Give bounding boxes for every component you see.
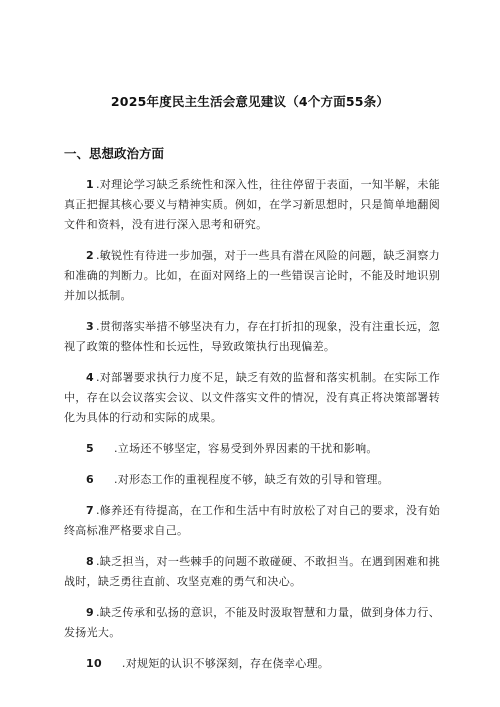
item-text: 缺乏担当，对一些棘手的问题不敢碰硬、不敢担当。在遇到困难和挑战时，缺乏勇往直前、攻坚克难的勇气和决心。 — [64, 555, 440, 588]
item-text: 贯彻落实举措不够坚决有力，存在打折扣的现象，没有注重长远，忽视了政策的整体性和长远性，导致政策执行出现偏差。 — [64, 320, 440, 353]
list-item: 7 .修养还有待提高，在工作和生活中有时放松了对自己的要求，没有始终高标准严格要求自己。 — [64, 504, 440, 537]
item-number: 10 — [86, 657, 102, 670]
list-item: 3 .贯彻落实举措不够坚决有力，存在打折扣的现象，没有注重长远，忽视了政策的整体性和长远性，导致政策执行出现偏差。 — [64, 320, 440, 353]
document-title: 2025年度民主生活会意见建议（4个方面55条） — [110, 94, 390, 109]
item-number: 5 — [86, 442, 94, 455]
item-number: 8 — [86, 555, 94, 568]
item-number: 1 — [86, 178, 94, 191]
item-list — [64, 164, 440, 677]
list-item: 5 .立场还不够坚定，容易受到外界因素的干扰和影响。 — [86, 442, 378, 455]
item-text: 敏锐性有待进一步加强，对于一些具有潜在风险的问题，缺乏洞察力和准确的判断力。比如，在面对网络上的一些错误言论时，不能及时地识别并加以抵制。 — [64, 249, 440, 302]
list-item: 4 .对部署要求执行力度不足，缺乏有效的监督和落实机制。在实际工作中，存在以会议落实会议、以文件落实文件的情况，没有真正将决策部署转化为具体的行动和实际的成果。 — [64, 371, 440, 424]
item-text: 修养还有待提高，在工作和生活中有时放松了对自己的要求，没有始终高标准严格要求自己。 — [64, 504, 440, 537]
item-number: 9 — [86, 606, 94, 619]
item-number: 2 — [86, 249, 94, 262]
item-number: 6 — [86, 473, 94, 486]
item-number: 7 — [86, 504, 94, 517]
list-item: 1 .对理论学习缺乏系统性和深入性，往往停留于表面，一知半解，未能真正把握其核心要义与精神实质。例如，在学习新思想时，只是简单地翻阅文件和资料，没有进行深入思考和研究。 — [64, 178, 440, 231]
item-text: 对理论学习缺乏系统性和深入性，往往停留于表面，一知半解，未能真正把握其核心要义与精神实质。例如，在学习新思想时，只是简单地翻阅文件和资料，没有进行深入思考和研究。 — [64, 178, 440, 231]
section-heading: 一、思想政治方面 — [64, 146, 165, 161]
list-item: 10 .对规矩的认识不够深刻，存在侥幸心理。 — [86, 657, 330, 670]
item-text: 缺乏传承和弘扬的意识，不能及时汲取智慧和力量，做到身体力行、发扬光大。 — [64, 606, 440, 639]
item-text: 对规矩的认识不够深刻，存在侥幸心理。 — [125, 657, 330, 670]
list-item: 2 .敏锐性有待进一步加强，对于一些具有潜在风险的问题，缺乏洞察力和准确的判断力。比如，在面对网络上的一些错误言论时，不能及时地识别并加以抵制。 — [64, 249, 440, 302]
list-item: 9 .缺乏传承和弘扬的意识，不能及时汲取智慧和力量，做到身体力行、发扬光大。 — [64, 606, 440, 639]
item-number: 4 — [86, 371, 94, 384]
item-text: 对部署要求执行力度不足，缺乏有效的监督和落实机制。在实际工作中，存在以会议落实会议、以文件落实文件的情况，没有真正将决策部署转化为具体的行动和实际的成果。 — [64, 371, 440, 424]
item-text: 对形态工作的重视程度不够，缺乏有效的引导和管理。 — [117, 473, 389, 486]
list-item: 8 .缺乏担当，对一些棘手的问题不敢碰硬、不敢担当。在遇到困难和挑战时，缺乏勇往直前、攻坚克难的勇气和决心。 — [64, 555, 440, 588]
item-text: 立场还不够坚定，容易受到外界因素的干扰和影响。 — [117, 442, 378, 455]
item-number: 3 — [86, 320, 94, 333]
list-item: 6 .对形态工作的重视程度不够，缺乏有效的引导和管理。 — [86, 473, 389, 486]
